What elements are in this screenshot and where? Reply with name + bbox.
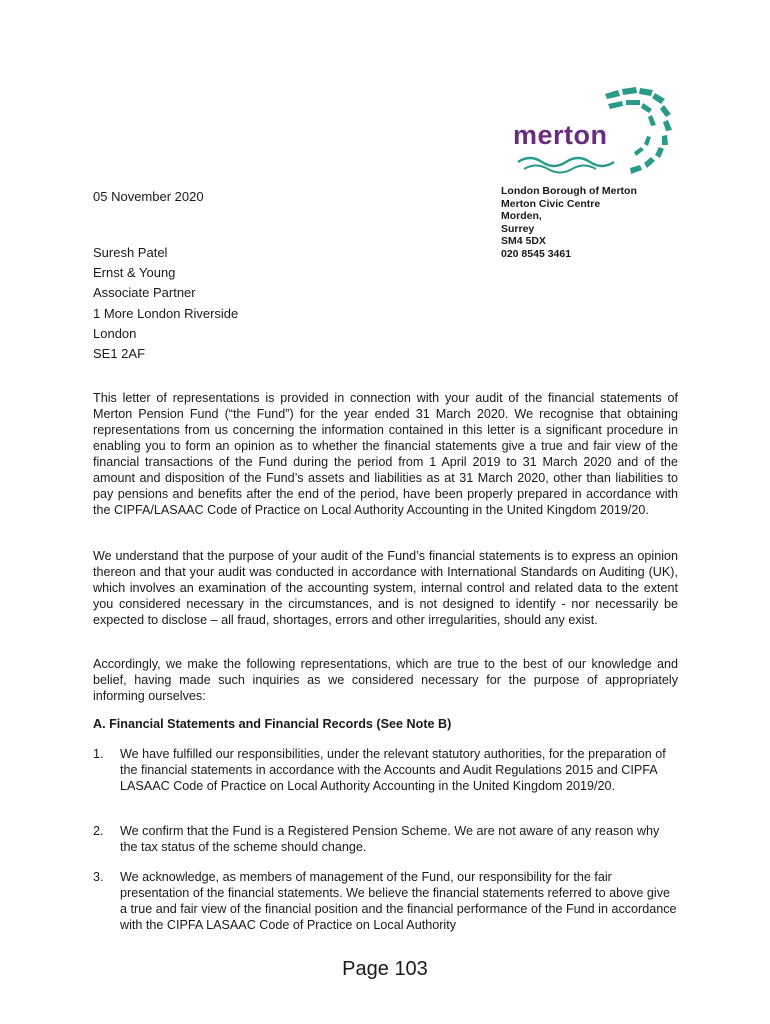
- page-number: Page 103: [342, 958, 428, 980]
- address-line: 020 8545 3461: [501, 247, 572, 260]
- council-address: [501, 185, 637, 261]
- paragraph-audit-purpose: We understand that the purpose of your audit of the Fund’s financial statements is to express an opinion thereon and that your audit was conducted in accordance with International Standards on Auditing (UK), which involves an examination of the accounting system, internal control and related data to the extent you considered necessary in the circumstances, and is not designed to identify - nor necessarily be expected to disclose – all fraud, shortages, errors and other irregularities, should any exist.: [93, 549, 678, 627]
- section-heading: A. Financial Statements and Financial Records (See Note B): [93, 717, 452, 731]
- list-item: [93, 746, 678, 794]
- address-line: Surrey: [501, 222, 535, 235]
- recipient-line: Suresh Patel: [93, 245, 168, 260]
- item-number: 1.: [93, 747, 104, 761]
- recipient-line: Associate Partner: [93, 285, 196, 301]
- letter-date: 05 November 2020: [93, 189, 204, 204]
- address-line: London Borough of Merton: [501, 185, 637, 197]
- paragraph-intro: This letter of representations is provided in connection with your audit of the financial statements of Merton Pension Fund (“the Fund”) for the year ended 31 March 2020. We recognise that obtaining representations from us concerning the information contained in this letter is a significant procedure in enabling you to form an opinion as to whether the financial statements give a true and fair view of the financial transactions of the Fund during the period from 1 April 2019 to 31 March 2020 and of the amount and disposition of the Fund’s assets and liabilities as at 31 March 2020, other than liabilities to pay pensions and benefits after the end of the period, have been properly prepared in accordance with the CIPFA/LASAAC Code of Practice on Local Authority Accounting in the United Kingdom 2019/20.: [93, 391, 678, 517]
- merton-logo: [510, 84, 680, 180]
- item-text: We acknowledge, as members of management of the Fund, our responsibility for the fair presentation of the financial statements. We believe the financial statements referred to above give a true and fair view of the financial position and the financial performance of the Fund in accordance with the CIPFA LASAAC Code of Practice on Local Authority: [120, 870, 677, 932]
- item-number: 2.: [93, 824, 104, 838]
- item-text: We have fulfilled our responsibilities, under the relevant statutory authorities, for the preparation of the financial statements in accordance with the Accounts and Audit Regulations 2015 and CIPFA LASAAC Code of Practice on Local Authority Accounting in the United Kingdom 2019/20.: [120, 747, 666, 793]
- logo-wordmark: merton: [513, 120, 608, 150]
- recipient-address: [93, 243, 238, 364]
- recipient-line: SE1 2AF: [93, 346, 146, 362]
- list-item: [93, 823, 678, 855]
- item-text: We confirm that the Fund is a Registered Pension Scheme. We are not aware of any reason why the tax status of the scheme should change.: [120, 824, 660, 854]
- address-line: Morden,: [501, 210, 542, 223]
- recipient-line: London: [93, 325, 137, 341]
- address-line: Merton Civic Centre: [501, 197, 601, 210]
- address-line: SM4 5DX: [501, 235, 546, 248]
- list-item: [93, 869, 678, 933]
- recipient-line: Ernst & Young: [93, 265, 176, 281]
- item-number: 3.: [93, 870, 104, 884]
- recipient-line: 1 More London Riverside: [93, 305, 239, 321]
- paragraph-representations: Accordingly, we make the following representations, which are true to the best of our knowledge and belief, having made such inquiries as we considered necessary for the purpose of appropriately informing ourselves:: [93, 657, 678, 703]
